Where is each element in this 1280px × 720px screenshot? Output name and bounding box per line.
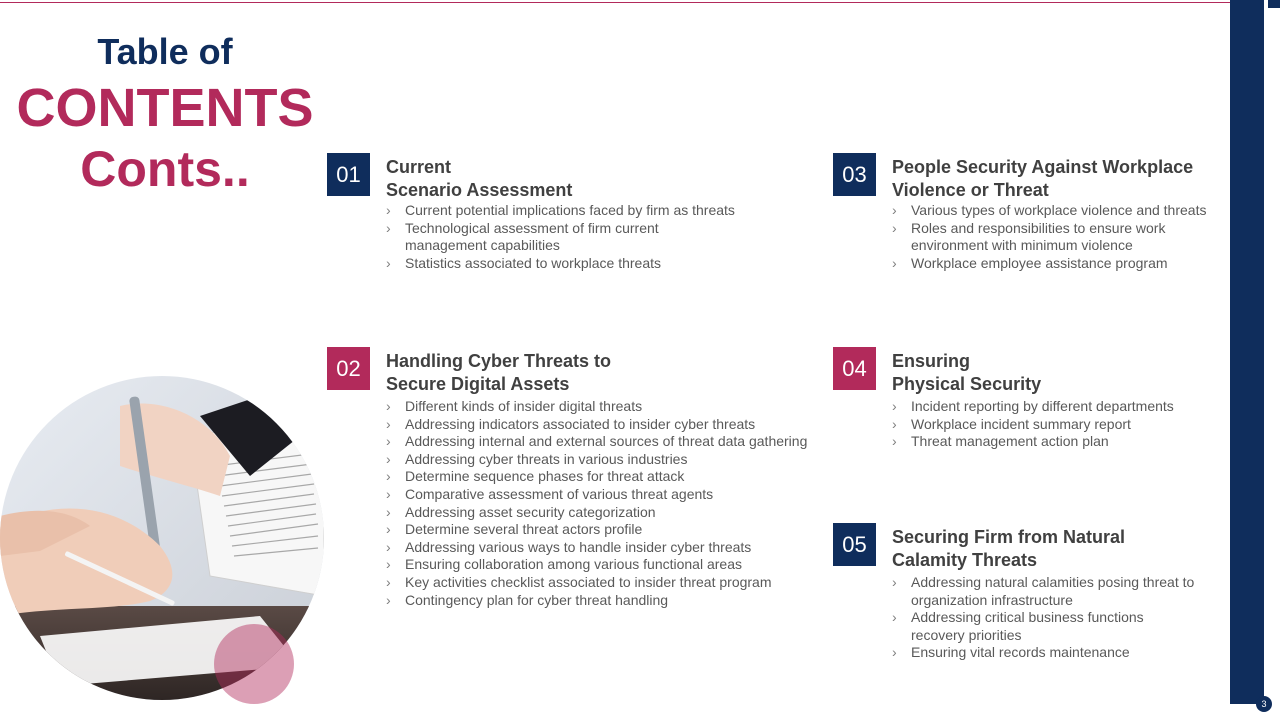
list-item: › Addressing asset security categorization	[386, 503, 656, 520]
title-line-2: CONTENTS	[16, 78, 314, 138]
list-item: › Roles and responsibilities to ensure work environment with minimum violence	[892, 219, 1166, 254]
list-item: › Addressing indicators associated to insider cyber threats	[386, 415, 756, 432]
chevron-right-icon: ›	[386, 538, 391, 555]
chevron-right-icon: ›	[386, 433, 391, 450]
top-divider-line	[0, 2, 1230, 3]
chevron-right-icon: ›	[386, 450, 391, 467]
list-item: › Key activities checklist associated to insider threat program	[386, 573, 772, 590]
section-title	[386, 156, 572, 202]
list-item: › Contingency plan for cyber threat handling	[386, 591, 669, 608]
section-title-line-1: Ensuring	[892, 351, 971, 371]
section-number-badge: 02	[327, 347, 370, 390]
chevron-right-icon: ›	[386, 521, 391, 538]
chevron-right-icon: ›	[892, 433, 897, 450]
chevron-right-icon: ›	[386, 573, 391, 590]
list-item: › Determine several threat actors profile	[386, 521, 643, 538]
chevron-right-icon: ›	[386, 219, 391, 236]
section-title-line-1: Handling Cyber Threats to	[386, 351, 612, 371]
chevron-right-icon: ›	[892, 254, 897, 271]
chevron-right-icon: ›	[892, 644, 897, 661]
section-title-line-1: Current	[386, 157, 452, 177]
decorative-pink-circle	[214, 624, 294, 704]
section-title	[892, 156, 1193, 202]
list-item: › Current potential implications faced by firm as threats	[386, 202, 735, 218]
list-item: › Addressing natural calamities posing threat to organization infrastructure	[892, 574, 1195, 608]
list-item: › Addressing various ways to handle insider cyber threats	[386, 538, 752, 555]
section-items	[892, 574, 1194, 662]
chevron-right-icon: ›	[892, 415, 897, 432]
right-accent-bar	[1230, 0, 1264, 704]
chevron-right-icon: ›	[386, 485, 391, 502]
list-item: › Incident reporting by different departments	[892, 398, 1174, 414]
section-number-badge: 03	[833, 153, 876, 196]
chevron-right-icon: ›	[386, 468, 391, 485]
list-item: › Comparative assessment of various threat agents	[386, 485, 714, 502]
list-item: › Determine sequence phases for threat attack	[386, 468, 685, 485]
section-title	[892, 526, 1125, 572]
section-title-line-1: People Security Against Workplace	[892, 157, 1194, 177]
section-title	[892, 350, 1041, 396]
list-item: › Ensuring collaboration among various functional areas	[386, 556, 742, 573]
section-number-badge: 01	[327, 153, 370, 196]
section-title	[386, 350, 611, 396]
section-title-line-1: Securing Firm from Natural	[892, 527, 1126, 547]
section-items	[892, 398, 1174, 451]
list-item: › Workplace employee assistance program	[892, 254, 1168, 271]
list-item: › Addressing critical business functions recovery priorities	[892, 609, 1144, 643]
title-line-3: Conts..	[80, 141, 250, 197]
list-item: › Various types of workplace violence and threats	[892, 202, 1207, 218]
chevron-right-icon: ›	[892, 202, 897, 218]
section-items	[386, 202, 735, 272]
section-title-line-2: Calamity Threats	[892, 550, 1038, 570]
title-line-1: Table of	[97, 31, 233, 72]
chevron-right-icon: ›	[386, 202, 391, 218]
section-number-badge: 05	[833, 523, 876, 566]
section-number-badge: 04	[833, 347, 876, 390]
list-item: › Workplace incident summary report	[892, 415, 1131, 432]
section-title-line-2: Physical Security	[892, 374, 1042, 394]
chevron-right-icon: ›	[892, 574, 897, 590]
list-item: › Addressing internal and external sources of threat data gathering	[386, 433, 808, 450]
chevron-right-icon: ›	[386, 556, 391, 573]
list-item: › Different kinds of insider digital threats	[386, 398, 643, 414]
list-item: › Threat management action plan	[892, 433, 1109, 450]
section-title-line-2: Violence or Threat	[892, 180, 1049, 200]
list-item: › Technological assessment of firm current management capabilities	[386, 219, 659, 254]
section-title-line-2: Secure Digital Assets	[386, 374, 570, 394]
slide-title	[0, 30, 330, 198]
list-item: › Addressing cyber threats in various industries	[386, 450, 688, 467]
section-items	[386, 398, 807, 609]
section-title-line-2: Scenario Assessment	[386, 180, 573, 200]
chevron-right-icon: ›	[386, 503, 391, 520]
list-item: › Ensuring vital records maintenance	[892, 644, 1130, 661]
section-items	[892, 202, 1206, 272]
page-number-badge: 3	[1256, 696, 1272, 712]
corner-accent	[1268, 0, 1280, 8]
chevron-right-icon: ›	[386, 398, 391, 414]
chevron-right-icon: ›	[386, 254, 391, 271]
chevron-right-icon: ›	[386, 591, 391, 608]
chevron-right-icon: ›	[892, 609, 897, 626]
list-item: › Statistics associated to workplace threats	[386, 254, 662, 271]
chevron-right-icon: ›	[386, 415, 391, 432]
chevron-right-icon: ›	[892, 398, 897, 414]
chevron-right-icon: ›	[892, 219, 897, 236]
